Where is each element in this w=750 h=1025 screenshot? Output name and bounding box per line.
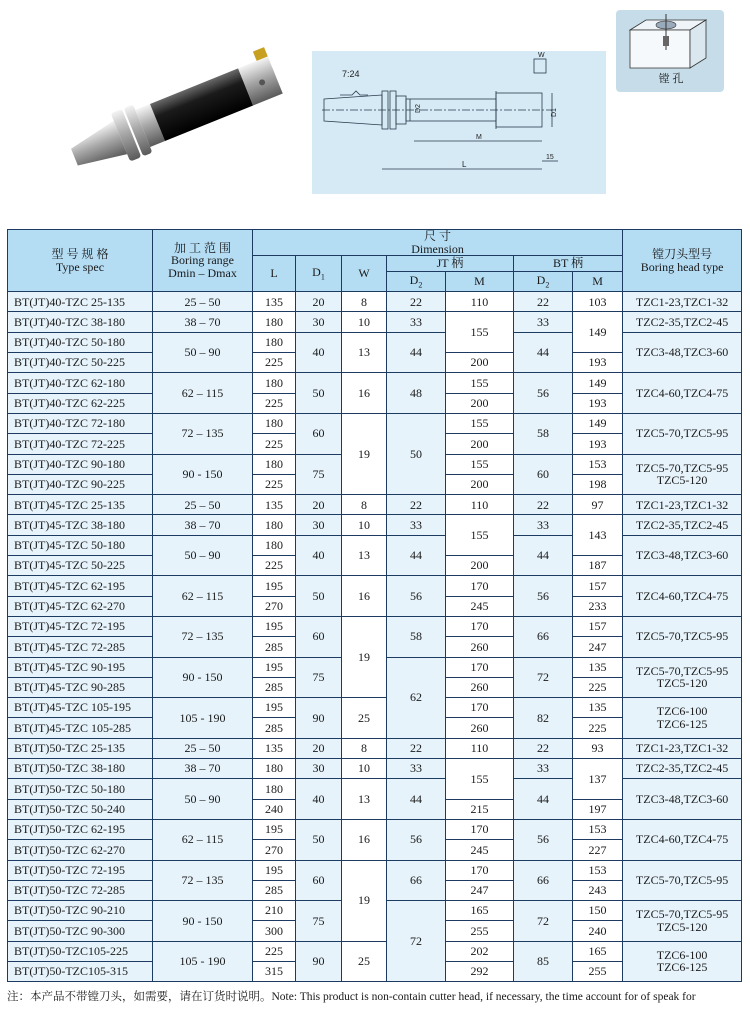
cell-range: 62 – 115 [153,819,253,860]
cell-spec: BT(JT)45-TZC 105-285 [8,718,153,738]
w-label: W [538,52,545,59]
cell-spec: BT(JT)50-TZC105-315 [8,961,153,981]
cell-btd2: 22 [514,738,573,758]
cell-jtm: 200 [446,474,514,494]
cell-l: 285 [253,637,296,657]
cell-d1: 30 [296,312,342,332]
cell-head: TZC4-60,TZC4-75 [623,373,742,414]
spec-table [7,229,742,982]
cell-w: 8 [342,292,387,312]
cell-range: 72 – 135 [153,860,253,901]
cell-l: 195 [253,657,296,677]
table-row [8,576,742,596]
cell-jtm: 200 [446,556,514,576]
cell-btm: 225 [573,677,623,697]
cell-btd2: 56 [514,373,573,414]
cell-d1: 50 [296,373,342,414]
cell-jtd2: 22 [387,292,446,312]
cell-jtm: 247 [446,880,514,900]
cell-head: TZC2-35,TZC2-45 [623,312,742,332]
cell-spec: BT(JT)45-TZC 25-135 [8,495,153,515]
cell-range: 62 – 115 [153,373,253,414]
table-row [8,312,742,332]
table-row [8,292,742,312]
cell-btm: 243 [573,880,623,900]
w-header: W [342,256,387,292]
cell-jtd2: 56 [387,819,446,860]
cell-l: 225 [253,941,296,961]
cell-spec: BT(JT)40-TZC 90-225 [8,474,153,494]
cell-spec: BT(JT)40-TZC 90-180 [8,454,153,474]
cell-l: 180 [253,312,296,332]
cell-range: 50 – 90 [153,332,253,373]
cell-jtd2: 50 [387,413,446,494]
cell-l: 180 [253,759,296,779]
cell-jtd2: 22 [387,738,446,758]
cell-d1: 50 [296,819,342,860]
cell-btm: 255 [573,961,623,981]
cell-spec: BT(JT)50-TZC 90-210 [8,901,153,921]
cell-head: TZC1-23,TZC1-32 [623,738,742,758]
cell-spec: BT(JT)40-TZC 25-135 [8,292,153,312]
cell-range: 50 – 90 [153,535,253,576]
cell-l: 180 [253,373,296,393]
cell-w: 10 [342,312,387,332]
cell-spec: BT(JT)40-TZC 50-225 [8,353,153,373]
l-header: L [253,256,296,292]
cell-d1: 60 [296,616,342,657]
cell-head: TZC5-70,TZC5-95 TZC5-120 [623,657,742,698]
cell-btd2: 44 [514,779,573,820]
cell-w: 16 [342,576,387,617]
cell-range: 50 – 90 [153,779,253,820]
cell-jtm: 260 [446,677,514,697]
cell-l: 300 [253,921,296,941]
cell-l: 285 [253,677,296,697]
table-row [8,616,742,636]
cell-jtm: 170 [446,616,514,636]
cell-d1: 75 [296,454,342,495]
cell-d1: 30 [296,515,342,535]
cell-btd2: 22 [514,292,573,312]
cell-head: TZC3-48,TZC3-60 [623,332,742,373]
cell-head: TZC3-48,TZC3-60 [623,779,742,820]
cell-jtm: 260 [446,637,514,657]
cell-btd2: 33 [514,515,573,535]
cell-l: 225 [253,474,296,494]
cell-jtm: 170 [446,819,514,839]
cell-head: TZC5-70,TZC5-95 TZC5-120 [623,901,742,942]
cell-range: 25 – 50 [153,738,253,758]
technical-drawing [312,51,606,194]
table-row [8,860,742,880]
cell-jtd2: 33 [387,312,446,332]
cell-btm: 103 [573,292,623,312]
cell-btd2: 44 [514,535,573,576]
cell-jtd2: 62 [387,657,446,738]
cell-btm: 143 [573,515,623,556]
cell-w: 8 [342,495,387,515]
table-row [8,332,742,352]
cell-d1: 20 [296,495,342,515]
cell-btd2: 33 [514,759,573,779]
cell-btm: 193 [573,434,623,454]
table-row [8,819,742,839]
cell-jtm: 170 [446,698,514,718]
cell-l: 135 [253,292,296,312]
cell-l: 210 [253,901,296,921]
taper-label: 7:24 [342,69,360,79]
cell-l: 195 [253,819,296,839]
cell-jtm: 170 [446,657,514,677]
cell-jtm: 200 [446,393,514,413]
cell-range: 72 – 135 [153,616,253,657]
cell-btd2: 56 [514,576,573,617]
cell-spec: BT(JT)50-TZC 50-180 [8,779,153,799]
cell-head: TZC1-23,TZC1-32 [623,495,742,515]
cell-w: 19 [342,616,387,697]
cell-l: 180 [253,413,296,433]
cell-btd2: 66 [514,860,573,901]
cell-spec: BT(JT)50-TZC 62-195 [8,819,153,839]
cell-d1: 60 [296,413,342,454]
cell-btm: 157 [573,616,623,636]
d2-label: D2 [415,104,422,113]
cell-head: TZC5-70,TZC5-95 [623,413,742,454]
cell-btm: 193 [573,353,623,373]
cell-btd2: 60 [514,454,573,495]
cell-jtm: 165 [446,901,514,921]
cell-head: TZC5-70,TZC5-95 [623,860,742,901]
table-row [8,535,742,555]
table-row [8,759,742,779]
cell-l: 285 [253,718,296,738]
cell-range: 105 - 190 [153,941,253,982]
jt-header: JT 柄 [387,256,514,272]
jt-d2-header: $D_2$ [387,272,446,292]
cell-jtm: 260 [446,718,514,738]
cell-range: 90 - 150 [153,901,253,942]
table-row [8,738,742,758]
cell-jtm: 170 [446,576,514,596]
cell-head: TZC6-100 TZC6-125 [623,941,742,982]
cell-jtm: 155 [446,312,514,353]
cell-btm: 198 [573,474,623,494]
cell-jtd2: 33 [387,515,446,535]
cell-jtm: 200 [446,434,514,454]
cell-range: 90 - 150 [153,454,253,495]
cell-btm: 247 [573,637,623,657]
cell-btm: 149 [573,373,623,393]
cell-d1: 50 [296,576,342,617]
d1-header: $D_1$ [296,256,342,292]
head-type-header: 镗刀头型号 Boring head type [623,230,742,292]
cell-l: 135 [253,495,296,515]
cell-btm: 135 [573,657,623,677]
cell-jtm: 155 [446,454,514,474]
cell-btm: 153 [573,860,623,880]
cell-spec: BT(JT)50-TZC 72-195 [8,860,153,880]
cell-btm: 233 [573,596,623,616]
cell-btm: 149 [573,312,623,353]
cell-l: 195 [253,616,296,636]
cell-spec: BT(JT)40-TZC 50-180 [8,332,153,352]
boring-icon [616,10,724,92]
cell-jtm: 110 [446,495,514,515]
cell-jtm: 155 [446,515,514,556]
cell-btd2: 85 [514,941,573,982]
cell-w: 13 [342,779,387,820]
cell-d1: 20 [296,738,342,758]
cell-l: 225 [253,556,296,576]
tool-holder-photo [60,45,295,195]
cell-head: TZC3-48,TZC3-60 [623,535,742,576]
dimension-header: 尺 寸 Dimension [253,230,623,256]
cell-spec: BT(JT)50-TZC 90-300 [8,921,153,941]
cell-l: 225 [253,434,296,454]
cell-d1: 40 [296,332,342,373]
cell-spec: BT(JT)45-TZC 105-195 [8,698,153,718]
cell-head: TZC4-60,TZC4-75 [623,576,742,617]
cell-btm: 225 [573,718,623,738]
cell-jtd2: 44 [387,332,446,373]
cell-range: 25 – 50 [153,495,253,515]
cell-d1: 75 [296,657,342,698]
cell-spec: BT(JT)40-TZC 72-225 [8,434,153,454]
cell-jtd2: 22 [387,495,446,515]
cell-btd2: 72 [514,657,573,698]
table-row [8,941,742,961]
cell-spec: BT(JT)45-TZC 38-180 [8,515,153,535]
table-row [8,779,742,799]
cell-w: 13 [342,332,387,373]
cell-jtm: 155 [446,373,514,393]
cell-w: 10 [342,759,387,779]
type-spec-header: 型 号 规 格 Type spec [8,230,153,292]
jt-m-header: M [446,272,514,292]
table-row [8,373,742,393]
cell-spec: BT(JT)45-TZC 50-225 [8,556,153,576]
cell-btm: 197 [573,799,623,819]
cell-range: 38 – 70 [153,759,253,779]
cell-spec: BT(JT)50-TZC 62-270 [8,840,153,860]
icon-caption: 镗 孔 [658,73,684,85]
cell-l: 180 [253,779,296,799]
table-row [8,698,742,718]
cell-btd2: 56 [514,819,573,860]
cell-head: TZC1-23,TZC1-32 [623,292,742,312]
cell-spec: BT(JT)45-TZC 50-180 [8,535,153,555]
cell-spec: BT(JT)40-TZC 38-180 [8,312,153,332]
cell-w: 13 [342,535,387,576]
bt-header: BT 柄 [514,256,623,272]
cell-d1: 90 [296,941,342,982]
cell-l: 240 [253,799,296,819]
cell-d1: 20 [296,292,342,312]
cell-btm: 165 [573,941,623,961]
cell-l: 270 [253,596,296,616]
cell-btm: 153 [573,454,623,474]
cell-jtd2: 44 [387,779,446,820]
cell-btm: 153 [573,819,623,839]
cell-jtd2: 33 [387,759,446,779]
cell-head: TZC5-70,TZC5-95 [623,616,742,657]
cell-jtm: 255 [446,921,514,941]
cell-spec: BT(JT)45-TZC 62-270 [8,596,153,616]
cell-head: TZC2-35,TZC2-45 [623,759,742,779]
cell-jtm: 245 [446,840,514,860]
cell-spec: BT(JT)50-TZC 72-285 [8,880,153,900]
cell-btm: 150 [573,901,623,921]
cell-head: TZC2-35,TZC2-45 [623,515,742,535]
cell-w: 8 [342,738,387,758]
cell-btm: 93 [573,738,623,758]
table-row [8,515,742,535]
d1-label: D1 [551,108,558,117]
cell-jtm: 292 [446,961,514,981]
footer-note: 注：本产品不带镗刀头，如需要，请在订货时说明。Note: This product is non-contain cutter head, if necessary, the time account for of speak for [7,991,696,1003]
cell-spec: BT(JT)50-TZC105-225 [8,941,153,961]
l-label: L [462,160,467,169]
cell-d1: 75 [296,901,342,942]
cell-w: 10 [342,515,387,535]
cell-spec: BT(JT)45-TZC 62-195 [8,576,153,596]
table-row [8,495,742,515]
cell-btd2: 82 [514,698,573,739]
cell-w: 16 [342,819,387,860]
cell-w: 16 [342,373,387,414]
cell-head: TZC6-100 TZC6-125 [623,698,742,739]
cell-btd2: 44 [514,332,573,373]
cell-l: 195 [253,576,296,596]
cell-spec: BT(JT)50-TZC 50-240 [8,799,153,819]
cell-w: 19 [342,413,387,494]
cell-jtm: 245 [446,596,514,616]
bt-d2-header: $D_2$ [514,272,573,292]
cell-btm: 137 [573,759,623,800]
cell-btd2: 33 [514,312,573,332]
cell-jtm: 202 [446,941,514,961]
cell-spec: BT(JT)40-TZC 72-180 [8,413,153,433]
cell-d1: 40 [296,779,342,820]
cell-btm: 193 [573,393,623,413]
cell-spec: BT(JT)45-TZC 90-195 [8,657,153,677]
cell-jtd2: 72 [387,901,446,982]
cell-spec: BT(JT)40-TZC 62-180 [8,373,153,393]
cell-range: 105 - 190 [153,698,253,739]
cell-d1: 40 [296,535,342,576]
cell-btd2: 58 [514,413,573,454]
cell-range: 90 - 150 [153,657,253,698]
cell-jtd2: 56 [387,576,446,617]
cell-btm: 135 [573,698,623,718]
range-header: 加 工 范 围 Boring range Dmin – Dmax [153,230,253,292]
cell-jtm: 200 [446,353,514,373]
cell-jtm: 110 [446,292,514,312]
cell-l: 135 [253,738,296,758]
cell-jtm: 215 [446,799,514,819]
cell-l: 180 [253,535,296,555]
cell-jtd2: 58 [387,616,446,657]
cell-head: TZC4-60,TZC4-75 [623,819,742,860]
spec-table-body [8,292,742,982]
cell-l: 180 [253,332,296,352]
cell-btm: 227 [573,840,623,860]
cell-btd2: 22 [514,495,573,515]
cell-l: 195 [253,860,296,880]
cell-l: 225 [253,353,296,373]
cell-spec: BT(JT)45-TZC 72-195 [8,616,153,636]
cell-spec: BT(JT)40-TZC 62-225 [8,393,153,413]
cell-l: 270 [253,840,296,860]
cell-range: 38 – 70 [153,312,253,332]
cell-btm: 187 [573,556,623,576]
cell-d1: 90 [296,698,342,739]
cell-spec: BT(JT)45-TZC 90-285 [8,677,153,697]
table-row [8,413,742,433]
cell-w: 25 [342,941,387,982]
cell-spec: BT(JT)50-TZC 38-180 [8,759,153,779]
cell-btd2: 66 [514,616,573,657]
cell-jtm: 170 [446,860,514,880]
bt-m-header: M [573,272,623,292]
cell-jtd2: 44 [387,535,446,576]
cell-spec: BT(JT)45-TZC 72-285 [8,637,153,657]
cell-l: 180 [253,454,296,474]
cell-l: 180 [253,515,296,535]
cell-spec: BT(JT)50-TZC 25-135 [8,738,153,758]
cell-range: 25 – 50 [153,292,253,312]
cell-l: 195 [253,698,296,718]
cell-btm: 157 [573,576,623,596]
cell-d1: 60 [296,860,342,901]
cell-l: 285 [253,880,296,900]
cell-btm: 97 [573,495,623,515]
cell-jtm: 155 [446,759,514,800]
cell-d1: 30 [296,759,342,779]
cell-w: 19 [342,860,387,941]
cell-btm: 149 [573,413,623,433]
cell-l: 315 [253,961,296,981]
cell-range: 72 – 135 [153,413,253,454]
cell-w: 25 [342,698,387,739]
cell-jtm: 110 [446,738,514,758]
cell-range: 38 – 70 [153,515,253,535]
cell-jtd2: 48 [387,373,446,414]
cell-range: 62 – 115 [153,576,253,617]
cell-btm: 240 [573,921,623,941]
cell-jtd2: 66 [387,860,446,901]
cell-btd2: 72 [514,901,573,942]
cell-jtm: 155 [446,413,514,433]
cell-l: 225 [253,393,296,413]
fifteen-label: 15 [546,154,554,161]
m-label: M [476,134,482,141]
cell-head: TZC5-70,TZC5-95 TZC5-120 [623,454,742,495]
